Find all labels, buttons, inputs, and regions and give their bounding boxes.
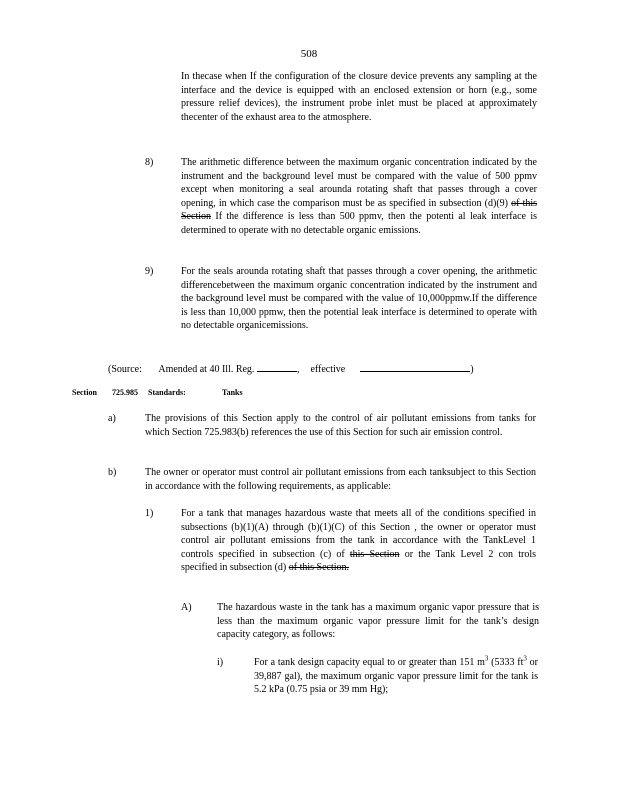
item-i-superscript-1: 3 [484, 654, 489, 663]
source-effective: effective [310, 364, 346, 375]
item-8-text-main: The arithmetic difference between the maximum organic concentration indicated by the instrument and the background level must be compared with the value of 500 ppmv except when monitoring a seal arounda rotating shaft that passes through a cover opening, in which case the comparison must be as specified in subsection (d)(9) [181, 157, 537, 209]
item-b1-struck-tail: . [346, 562, 350, 574]
subsection-b-text: The owner or operator must control air pollutant emissions from each tanksubject to this Section in accordance with the following requirements, as applicable: [145, 467, 536, 492]
item-8-text [181, 156, 537, 238]
item-A-label: A) [181, 602, 192, 613]
source-close: ) [470, 364, 474, 375]
item-A-text: The hazardous waste in the tank has a maximum organic vapor pressure that is less than the maximum organic vapor pressure limit for the tank’s design capacity category, as follows: [217, 602, 539, 641]
source-amended: Amended at 40 Ill. Reg. [158, 364, 255, 375]
item-b1-text-main: For a tank that manages hazardous waste that meets all of the conditions specified in subsections (b)(1)(A) through (b)(1)(C) of this Section , the owner or operator must control air pollutant emissions from the tank in accordance with the TankLevel 1 controls specified in subsection (c) of [181, 508, 536, 560]
subsection-a-label: a) [108, 413, 116, 424]
source-prefix: (Source: [108, 364, 142, 375]
subsection-a-text: The provisions of this Section apply to the control of air pollutant emissions from tanks for which Section 725.983(b) references the use of this Section for such air emission control. [145, 413, 536, 438]
item-9-label: 9) [145, 266, 154, 277]
intro-paragraph: In thecase when If the configuration of the closure device prevents any sampling at the interface and the device is equipped with an enclosed extension or horn (e.g., some pressure relief devices), the instrument probe inlet must be placed at approximately thecenter of the exhaust area to the atmosphere. [181, 71, 537, 123]
item-b1-label: 1) [145, 508, 154, 519]
item-9-text: For the seals arounda rotating shaft that passes through a cover opening, the arithmetic differencebetween the maximum organic concentration indicated by the instrument and the background level must be compared with the value of 10,000ppmw.If the difference is less than 10,000 ppmw, then the potential leak interface is determined to operate with no detectable organicemissions. [181, 266, 537, 332]
section-label: Section [72, 388, 97, 397]
item-i-label: i) [217, 657, 224, 668]
source-reg-blank [257, 361, 297, 372]
item-b1-struck-2: of this Section [288, 562, 347, 574]
item-i-text-1: For a tank design capacity equal to or greater than 151 m [254, 657, 485, 668]
item-i-text-3: or 39,887 gal), the maximum organic vapor pressure limit for the tank is 5.2 kPa (0.75 psia or 39 mm Hg); [254, 657, 538, 696]
section-standards: Standards: [148, 388, 186, 397]
item-b1-text [181, 507, 536, 575]
subsection-b-label: b) [108, 467, 117, 478]
source-effective-blank [360, 361, 470, 372]
source-comma: , [296, 364, 300, 375]
item-b1-struck-1: this Section [349, 548, 400, 560]
item-i-superscript-2: 3 [523, 654, 527, 663]
item-8-struck-text: of this Section [181, 197, 538, 223]
source-note [108, 361, 474, 377]
page-number: 508 [300, 48, 318, 60]
item-8-label: 8) [145, 157, 154, 168]
item-8-text-continued: If the difference is less than 500 ppmv, then the potenti al leak interface is determined to operate with no detectable organic emissions. [181, 211, 537, 236]
section-topic: Tanks [222, 388, 243, 397]
section-number: 725.985 [112, 388, 138, 397]
item-i-text-2: (5333 ft [491, 657, 524, 668]
item-b1-text-continued: or the Tank Level 2 con trols specified in subsection (d) [181, 548, 537, 574]
item-i-text [254, 656, 538, 697]
